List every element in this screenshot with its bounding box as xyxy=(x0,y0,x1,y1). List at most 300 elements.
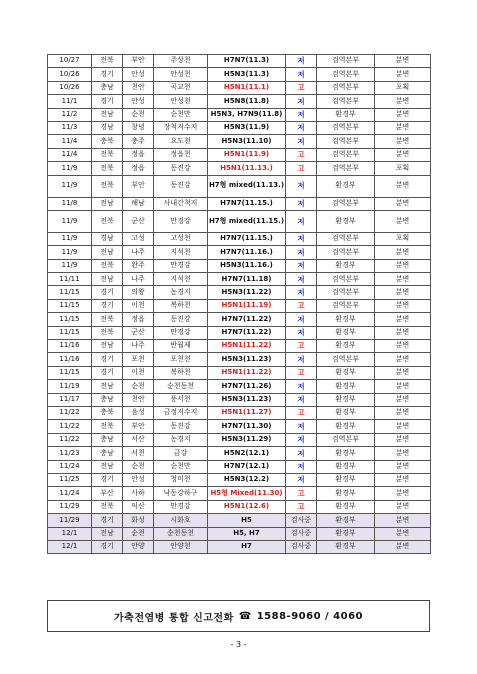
city-cell: 익산 xyxy=(123,500,154,513)
agency-cell: 환경부 xyxy=(317,500,375,513)
date-cell: 11/15 xyxy=(48,366,92,379)
method-cell: 분변 xyxy=(375,406,431,419)
province-cell: 경기 xyxy=(92,95,123,108)
table-row xyxy=(48,380,431,393)
table-row xyxy=(48,175,431,197)
subtype-cell: H7N7(11.15.) xyxy=(208,232,286,245)
subtype-cell: H7형 mixed(11.13.) xyxy=(208,175,286,197)
method-cell: 분변 xyxy=(375,393,431,406)
pathogenicity-cell: 저 xyxy=(286,175,317,197)
pathogenicity-cell: 저 xyxy=(286,380,317,393)
location-cell: 안양천 xyxy=(154,540,208,553)
method-cell: 분변 xyxy=(375,380,431,393)
pathogenicity-cell: 저 xyxy=(286,326,317,339)
pathogenicity-cell: 저 xyxy=(286,313,317,326)
table-row xyxy=(48,433,431,446)
province-cell: 충북 xyxy=(92,135,123,148)
date-cell: 11/24 xyxy=(48,487,92,500)
pathogenicity-cell: 저 xyxy=(286,433,317,446)
location-cell: 동진강 xyxy=(154,420,208,433)
method-cell: 분변 xyxy=(375,500,431,513)
method-cell: 분변 xyxy=(375,259,431,272)
table-row xyxy=(48,81,431,94)
pathogenicity-cell: 저 xyxy=(286,210,317,232)
page-number: - 3 - xyxy=(230,640,247,649)
table-row xyxy=(48,197,431,210)
subtype-cell: H7N7(12.1) xyxy=(208,460,286,473)
province-cell: 충남 xyxy=(92,433,123,446)
method-cell: 분변 xyxy=(375,460,431,473)
province-cell: 전남 xyxy=(92,460,123,473)
date-cell: 11/15 xyxy=(48,326,92,339)
table-row xyxy=(48,366,431,379)
date-cell: 12/1 xyxy=(48,527,92,540)
date-cell: 11/15 xyxy=(48,299,92,312)
agency-cell: 검역본부 xyxy=(317,433,375,446)
province-cell: 전북 xyxy=(92,326,123,339)
method-cell: 분변 xyxy=(375,95,431,108)
subtype-cell: H5N1(11.22) xyxy=(208,366,286,379)
location-cell: 만경강 xyxy=(154,500,208,513)
table-row xyxy=(48,259,431,272)
pathogenicity-cell: 고 xyxy=(286,162,317,175)
method-cell: 포획 xyxy=(375,81,431,94)
location-cell: 고성천 xyxy=(154,232,208,245)
subtype-cell: H5N3(11.29) xyxy=(208,433,286,446)
subtype-cell: H7N7(11.18) xyxy=(208,273,286,286)
subtype-cell: H5N3, H7N9(11.8) xyxy=(208,108,286,121)
pathogenicity-cell: 저 xyxy=(286,121,317,134)
province-cell: 충남 xyxy=(92,447,123,460)
method-cell: 분변 xyxy=(375,487,431,500)
date-cell: 11/25 xyxy=(48,473,92,486)
table-row xyxy=(48,246,431,259)
city-cell: 서산 xyxy=(123,433,154,446)
method-cell: 분변 xyxy=(375,135,431,148)
pathogenicity-cell: 고 xyxy=(286,366,317,379)
city-cell: 순천 xyxy=(123,527,154,540)
location-cell: 낙동강하구 xyxy=(154,487,208,500)
table-row xyxy=(48,68,431,81)
agency-cell: 검역본부 xyxy=(317,353,375,366)
table-row xyxy=(48,340,431,353)
table-row xyxy=(48,420,431,433)
table-row xyxy=(48,487,431,500)
province-cell: 경기 xyxy=(92,473,123,486)
location-cell: 지석천 xyxy=(154,246,208,259)
agency-cell: 환경부 xyxy=(317,175,375,197)
subtype-cell: H7N7(11.22) xyxy=(208,326,286,339)
agency-cell: 환경부 xyxy=(317,313,375,326)
subtype-cell: H5N3(11.23) xyxy=(208,353,286,366)
subtype-cell: H7N7(11.22) xyxy=(208,313,286,326)
subtype-cell: H5N2(12.1) xyxy=(208,447,286,460)
date-cell: 11/9 xyxy=(48,162,92,175)
agency-cell: 환경부 xyxy=(317,108,375,121)
city-cell: 해남 xyxy=(123,197,154,210)
table-row xyxy=(48,353,431,366)
province-cell: 전남 xyxy=(92,273,123,286)
agency-cell: 검역본부 xyxy=(317,246,375,259)
agency-cell: 환경부 xyxy=(317,527,375,540)
date-cell: 12/1 xyxy=(48,540,92,553)
table-row xyxy=(48,135,431,148)
location-cell: 정읍천 xyxy=(154,148,208,161)
date-cell: 10/26 xyxy=(48,81,92,94)
province-cell: 충북 xyxy=(92,406,123,419)
subtype-cell: H7N7(11.26) xyxy=(208,380,286,393)
city-cell: 군산 xyxy=(123,210,154,232)
hotline-box xyxy=(47,600,430,632)
method-cell: 분변 xyxy=(375,210,431,232)
method-cell: 분변 xyxy=(375,353,431,366)
agency-cell: 검역본부 xyxy=(317,81,375,94)
city-cell: 포천 xyxy=(123,353,154,366)
province-cell: 전북 xyxy=(92,162,123,175)
agency-cell: 검역본부 xyxy=(317,68,375,81)
city-cell: 순천 xyxy=(123,460,154,473)
city-cell: 이천 xyxy=(123,299,154,312)
hotline-label: 가축전염병 통합 신고전화 xyxy=(114,612,234,624)
city-cell: 정읍 xyxy=(123,148,154,161)
city-cell: 나주 xyxy=(123,246,154,259)
method-cell: 분변 xyxy=(375,527,431,540)
pathogenicity-cell: 고 xyxy=(286,148,317,161)
method-cell: 분변 xyxy=(375,447,431,460)
location-cell: 포천천 xyxy=(154,353,208,366)
province-cell: 전북 xyxy=(92,210,123,232)
location-cell: 곡교천 xyxy=(154,81,208,94)
province-cell: 경기 xyxy=(92,366,123,379)
location-cell: 만경강 xyxy=(154,210,208,232)
city-cell: 군산 xyxy=(123,326,154,339)
table-row xyxy=(48,286,431,299)
agency-cell: 환경부 xyxy=(317,380,375,393)
agency-cell: 검역본부 xyxy=(317,135,375,148)
agency-cell: 검역본부 xyxy=(317,95,375,108)
province-cell: 전북 xyxy=(92,313,123,326)
agency-cell: 환경부 xyxy=(317,420,375,433)
table-row xyxy=(48,148,431,161)
date-cell: 11/15 xyxy=(48,286,92,299)
subtype-cell: H5N1(11.13.) xyxy=(208,162,286,175)
method-cell: 분변 xyxy=(375,366,431,379)
location-cell: 사내간척지 xyxy=(154,197,208,210)
pathogenicity-cell: 고 xyxy=(286,487,317,500)
pathogenicity-cell: 저 xyxy=(286,353,317,366)
city-cell: 순천 xyxy=(123,108,154,121)
subtype-cell: H5, H7 xyxy=(208,527,286,540)
pathogenicity-cell: 저 xyxy=(286,246,317,259)
subtype-cell: H5N8(11.8) xyxy=(208,95,286,108)
table-row xyxy=(48,108,431,121)
agency-cell: 환경부 xyxy=(317,473,375,486)
location-cell: 만경강 xyxy=(154,259,208,272)
table-row xyxy=(48,460,431,473)
pathogenicity-cell: 검사중 xyxy=(286,527,317,540)
location-cell: 복하천 xyxy=(154,366,208,379)
province-cell: 전남 xyxy=(92,108,123,121)
subtype-cell: H5N1(11.9) xyxy=(208,148,286,161)
subtype-cell: H7형 mixed(11.15.) xyxy=(208,210,286,232)
location-cell: 금강 xyxy=(154,447,208,460)
pathogenicity-cell: 저 xyxy=(286,273,317,286)
table-row xyxy=(48,326,431,339)
city-cell: 음성 xyxy=(123,406,154,419)
subtype-cell: H5N3(11.16.) xyxy=(208,259,286,272)
province-cell: 경기 xyxy=(92,540,123,553)
pathogenicity-cell: 저 xyxy=(286,232,317,245)
date-cell: 11/9 xyxy=(48,246,92,259)
city-cell: 순천 xyxy=(123,380,154,393)
table-row xyxy=(48,500,431,513)
pathogenicity-cell: 저 xyxy=(286,286,317,299)
pathogenicity-cell: 고 xyxy=(286,81,317,94)
agency-cell: 검역본부 xyxy=(317,273,375,286)
city-cell: 나주 xyxy=(123,273,154,286)
province-cell: 전남 xyxy=(92,527,123,540)
agency-cell: 검역본부 xyxy=(317,162,375,175)
pathogenicity-cell: 저 xyxy=(286,420,317,433)
method-cell: 분변 xyxy=(375,175,431,197)
city-cell: 안성 xyxy=(123,95,154,108)
method-cell: 분변 xyxy=(375,514,431,527)
location-cell: 장척저수지 xyxy=(154,121,208,134)
location-cell: 시화호 xyxy=(154,514,208,527)
method-cell: 분변 xyxy=(375,148,431,161)
location-cell: 주상천 xyxy=(154,55,208,68)
date-cell: 11/2 xyxy=(48,108,92,121)
agency-cell: 환경부 xyxy=(317,447,375,460)
city-cell: 안성 xyxy=(123,473,154,486)
pathogenicity-cell: 고 xyxy=(286,500,317,513)
date-cell: 11/22 xyxy=(48,406,92,419)
method-cell: 분변 xyxy=(375,121,431,134)
agency-cell: 검역본부 xyxy=(317,197,375,210)
city-cell: 정읍 xyxy=(123,313,154,326)
agency-cell: 환경부 xyxy=(317,366,375,379)
pathogenicity-cell: 저 xyxy=(286,259,317,272)
table-row xyxy=(48,514,431,527)
table-row xyxy=(48,162,431,175)
city-cell: 천안 xyxy=(123,393,154,406)
method-cell: 분변 xyxy=(375,197,431,210)
subtype-cell: H5N3(11.3) xyxy=(208,68,286,81)
subtype-cell: H5N3(11.9) xyxy=(208,121,286,134)
agency-cell: 환경부 xyxy=(317,259,375,272)
agency-cell: 검역본부 xyxy=(317,232,375,245)
province-cell: 전남 xyxy=(92,380,123,393)
agency-cell: 검역본부 xyxy=(317,55,375,68)
location-cell: 순천만 xyxy=(154,460,208,473)
location-cell: 동진강 xyxy=(154,175,208,197)
province-cell: 경기 xyxy=(92,68,123,81)
method-cell: 포획 xyxy=(375,162,431,175)
province-cell: 충남 xyxy=(92,81,123,94)
pathogenicity-cell: 저 xyxy=(286,135,317,148)
city-cell: 충주 xyxy=(123,135,154,148)
date-cell: 11/8 xyxy=(48,197,92,210)
province-cell: 경기 xyxy=(92,286,123,299)
location-cell: 안성천 xyxy=(154,68,208,81)
city-cell: 이천 xyxy=(123,366,154,379)
agency-cell: 환경부 xyxy=(317,514,375,527)
table-row xyxy=(48,210,431,232)
pathogenicity-cell: 저 xyxy=(286,108,317,121)
date-cell: 11/15 xyxy=(48,313,92,326)
subtype-cell: H5N1(11.19) xyxy=(208,299,286,312)
agency-cell: 검역본부 xyxy=(317,121,375,134)
date-cell: 11/11 xyxy=(48,273,92,286)
pathogenicity-cell: 저 xyxy=(286,473,317,486)
table-row xyxy=(48,527,431,540)
detection-table-body xyxy=(48,55,431,554)
pathogenicity-cell: 저 xyxy=(286,95,317,108)
subtype-cell: H5 xyxy=(208,514,286,527)
pathogenicity-cell: 고 xyxy=(286,340,317,353)
date-cell: 11/4 xyxy=(48,148,92,161)
city-cell: 화성 xyxy=(123,514,154,527)
agency-cell: 환경부 xyxy=(317,393,375,406)
pathogenicity-cell: 검사중 xyxy=(286,514,317,527)
pathogenicity-cell: 고 xyxy=(286,299,317,312)
method-cell: 분변 xyxy=(375,540,431,553)
city-cell: 의왕 xyxy=(123,286,154,299)
method-cell: 분변 xyxy=(375,273,431,286)
method-cell: 분변 xyxy=(375,473,431,486)
location-cell: 요도천 xyxy=(154,135,208,148)
method-cell: 분변 xyxy=(375,286,431,299)
date-cell: 10/27 xyxy=(48,55,92,68)
table-row xyxy=(48,473,431,486)
date-cell: 11/16 xyxy=(48,340,92,353)
location-cell: 풍서천 xyxy=(154,393,208,406)
location-cell: 동진강 xyxy=(154,313,208,326)
subtype-cell: H5N3(11.10) xyxy=(208,135,286,148)
province-cell: 경남 xyxy=(92,232,123,245)
province-cell: 전북 xyxy=(92,500,123,513)
pathogenicity-cell: 저 xyxy=(286,197,317,210)
pathogenicity-cell: 저 xyxy=(286,68,317,81)
city-cell: 서천 xyxy=(123,447,154,460)
agency-cell: 환경부 xyxy=(317,487,375,500)
agency-cell: 환경부 xyxy=(317,326,375,339)
province-cell: 경기 xyxy=(92,514,123,527)
location-cell: 순천만 xyxy=(154,108,208,121)
subtype-cell: H7N7(11.15.) xyxy=(208,197,286,210)
method-cell: 포획 xyxy=(375,232,431,245)
province-cell: 충남 xyxy=(92,393,123,406)
location-cell: 만경강 xyxy=(154,326,208,339)
subtype-cell: H5N1(12.6) xyxy=(208,500,286,513)
method-cell: 분변 xyxy=(375,246,431,259)
method-cell: 분변 xyxy=(375,340,431,353)
location-cell: 농경지 xyxy=(154,286,208,299)
method-cell: 분변 xyxy=(375,108,431,121)
subtype-cell: H7N7(11.16.) xyxy=(208,246,286,259)
location-cell: 복하천 xyxy=(154,299,208,312)
pathogenicity-cell: 저 xyxy=(286,393,317,406)
city-cell: 부안 xyxy=(123,175,154,197)
date-cell: 11/4 xyxy=(48,135,92,148)
detection-table xyxy=(47,54,431,554)
province-cell: 전북 xyxy=(92,259,123,272)
date-cell: 11/19 xyxy=(48,380,92,393)
date-cell: 11/23 xyxy=(48,447,92,460)
province-cell: 경기 xyxy=(92,353,123,366)
province-cell: 전북 xyxy=(92,420,123,433)
location-cell: 반월제 xyxy=(154,340,208,353)
city-cell: 창녕 xyxy=(123,121,154,134)
method-cell: 분변 xyxy=(375,299,431,312)
date-cell: 11/17 xyxy=(48,393,92,406)
method-cell: 분변 xyxy=(375,55,431,68)
subtype-cell: H5형 Mixed(11.30) xyxy=(208,487,286,500)
date-cell: 10/26 xyxy=(48,68,92,81)
location-cell: 금정저수지 xyxy=(154,406,208,419)
table-row xyxy=(48,313,431,326)
city-cell: 안양 xyxy=(123,540,154,553)
province-cell: 전북 xyxy=(92,148,123,161)
agency-cell: 환경부 xyxy=(317,540,375,553)
city-cell: 완주 xyxy=(123,259,154,272)
method-cell: 분변 xyxy=(375,68,431,81)
subtype-cell: H5N1(11.1) xyxy=(208,81,286,94)
table-row xyxy=(48,406,431,419)
province-cell: 전남 xyxy=(92,197,123,210)
pathogenicity-cell: 저 xyxy=(286,460,317,473)
date-cell: 11/29 xyxy=(48,514,92,527)
location-cell: 청미천 xyxy=(154,473,208,486)
agency-cell: 검역본부 xyxy=(317,299,375,312)
agency-cell: 환경부 xyxy=(317,460,375,473)
subtype-cell: H7 xyxy=(208,540,286,553)
location-cell: 순천동천 xyxy=(154,527,208,540)
location-cell: 순천동천 xyxy=(154,380,208,393)
table-row xyxy=(48,232,431,245)
city-cell: 천안 xyxy=(123,81,154,94)
date-cell: 11/9 xyxy=(48,210,92,232)
subtype-cell: H5N1(11.27) xyxy=(208,406,286,419)
table-row xyxy=(48,121,431,134)
pathogenicity-cell: 저 xyxy=(286,447,317,460)
telephone-icon: ☎ xyxy=(238,610,252,622)
subtype-cell: H7N7(11.30) xyxy=(208,420,286,433)
subtype-cell: H5N3(11.23) xyxy=(208,393,286,406)
agency-cell: 환경부 xyxy=(317,406,375,419)
location-cell: 농경지 xyxy=(154,433,208,446)
date-cell: 11/24 xyxy=(48,460,92,473)
province-cell: 부산 xyxy=(92,487,123,500)
city-cell: 고성 xyxy=(123,232,154,245)
method-cell: 분변 xyxy=(375,433,431,446)
city-cell: 사하 xyxy=(123,487,154,500)
method-cell: 분변 xyxy=(375,326,431,339)
city-cell: 나주 xyxy=(123,340,154,353)
date-cell: 11/22 xyxy=(48,433,92,446)
city-cell: 정읍 xyxy=(123,162,154,175)
table-row xyxy=(48,540,431,553)
province-cell: 전북 xyxy=(92,55,123,68)
table-row xyxy=(48,273,431,286)
province-cell: 전남 xyxy=(92,340,123,353)
location-cell: 안성천 xyxy=(154,95,208,108)
pathogenicity-cell: 저 xyxy=(286,55,317,68)
location-cell: 동진강 xyxy=(154,162,208,175)
table-row xyxy=(48,95,431,108)
method-cell: 분변 xyxy=(375,313,431,326)
province-cell: 경기 xyxy=(92,299,123,312)
